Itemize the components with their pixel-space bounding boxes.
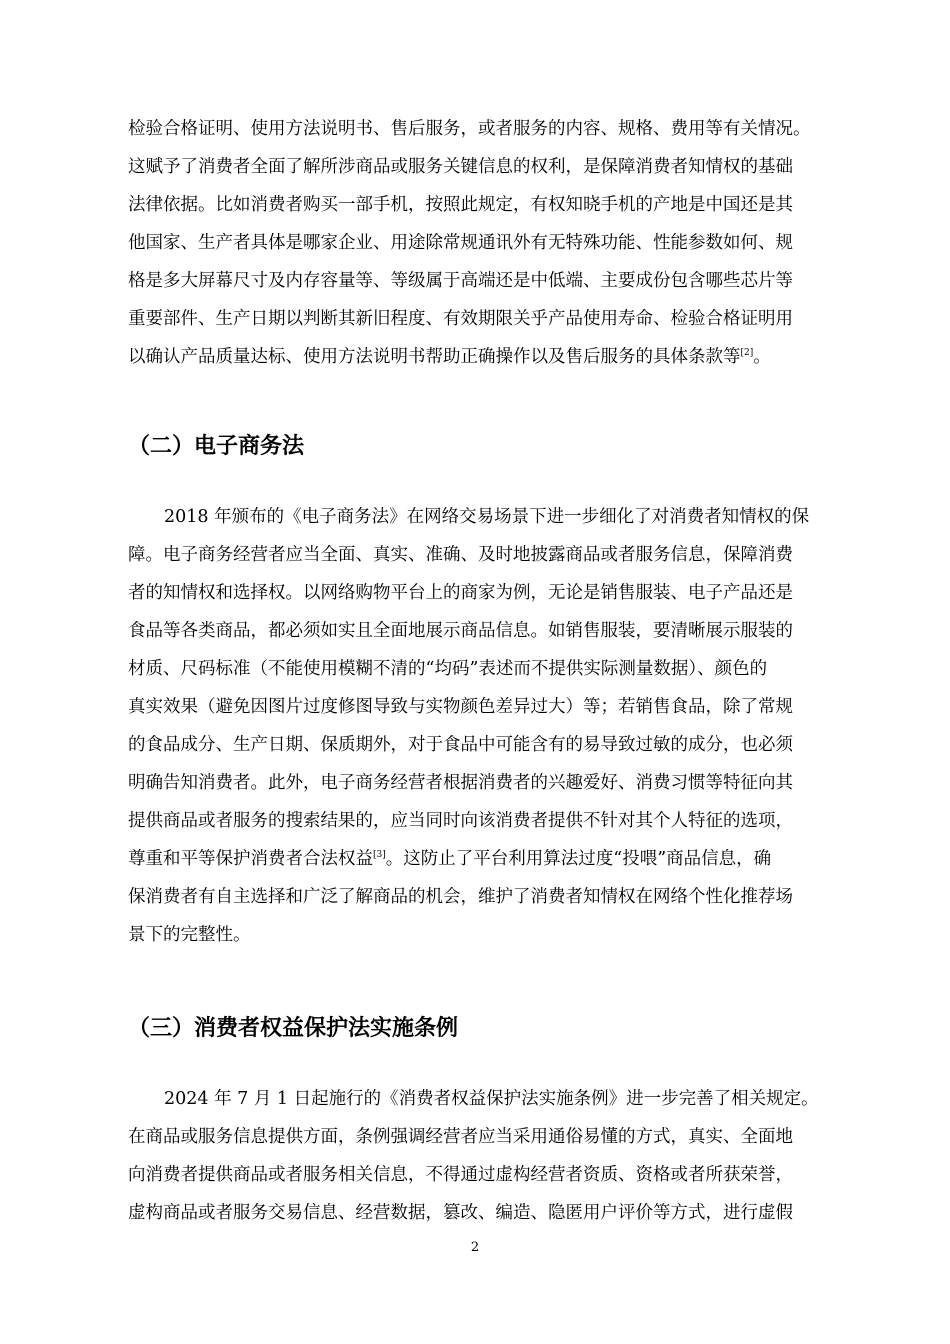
paragraph-line: 者的知情权和选择权。以网络购物平台上的商家为例，无论是销售服装、电子产品还是: [128, 583, 793, 603]
paragraph-line: 格是多大屏幕尺寸及内存容量等、等级属于高端还是中低端、主要成份包含哪些芯片等: [128, 271, 793, 291]
paragraph-line: 他国家、生产者具体是哪家企业、用途除常规通讯外有无特殊功能、性能参数如何、规: [128, 233, 793, 253]
page-number: 2: [470, 1240, 480, 1255]
paragraph-line: 保消费者有自主选择和广泛了解商品的机会，维护了消费者知情权在网络个性化推荐场: [128, 887, 793, 907]
paragraph-line: 重要部件、生产日期以判断其新旧程度、有效期限关乎产品使用寿命、检验合格证明用: [128, 309, 793, 329]
paragraph-line: 明确告知消费者。此外，电子商务经营者根据消费者的兴趣爱好、消费习惯等特征向其: [128, 773, 793, 793]
paragraph-line: [128, 848, 771, 870]
line-text: 尊重和平等保护消费者合法权益: [128, 849, 373, 869]
line-text: 。这防止了平台利用算法过度“投喂”商品信息，确: [385, 849, 772, 869]
section-heading: （二）电子商务法: [128, 434, 305, 459]
paragraph-line: 2024 年 7 月 1 日起施行的《消费者权益保护法实施条例》进一步完善了相关规定。: [164, 1089, 819, 1109]
paragraph-line: [128, 346, 771, 368]
paragraph-line: 障。电子商务经营者应当全面、真实、准确、及时地披露商品或者服务信息，保障消费: [128, 545, 793, 565]
line-text: 。: [753, 347, 771, 367]
paragraph-line: 向消费者提供商品或者服务相关信息，不得通过虚构经营者资质、资格或者所获荣誉，: [128, 1165, 793, 1185]
section-heading: （三）消费者权益保护法实施条例: [128, 1016, 459, 1041]
paragraph-line: 检验合格证明、使用方法说明书、售后服务，或者服务的内容、规格、费用等有关情况。: [128, 119, 811, 139]
paragraph-line: 法律依据。比如消费者购买一部手机，按照此规定，有权知晓手机的产地是中国还是其: [128, 195, 793, 215]
citation-ref: [2]: [740, 348, 754, 358]
paragraph-line: 虚构商品或者服务交易信息、经营数据，篡改、编造、隐匿用户评价等方式，进行虚假: [128, 1203, 793, 1223]
paragraph-line: 材质、尺码标准（不能使用模糊不清的“均码”表述而不提供实际测量数据）、颜色的: [128, 659, 768, 679]
paragraph-line: 真实效果（避免因图片过度修图导致与实物颜色差异过大）等；若销售食品，除了常规: [128, 697, 793, 717]
paragraph-line: 2018 年颁布的《电子商务法》在网络交易场景下进一步细化了对消费者知情权的保: [164, 507, 810, 527]
line-text: 以确认产品质量达标、使用方法说明书帮助正确操作以及售后服务的具体条款等: [128, 347, 741, 367]
paragraph-line: 食品等各类商品，都必须如实且全面地展示商品信息。如销售服装，要清晰展示服装的: [128, 621, 793, 641]
paragraph-line: 在商品或服务信息提供方面，条例强调经营者应当采用通俗易懂的方式，真实、全面地: [128, 1127, 793, 1147]
paragraph-line: 的食品成分、生产日期、保质期外，对于食品中可能含有的易导致过敏的成分，也必须: [128, 735, 793, 755]
paragraph-line: 景下的完整性。: [128, 925, 251, 945]
paragraph-line: 这赋予了消费者全面了解所涉商品或服务关键信息的权利，是保障消费者知情权的基础: [128, 157, 793, 177]
paragraph-line: 提供商品或者服务的搜索结果的，应当同时向该消费者提供不针对其个人特征的选项，: [128, 811, 793, 831]
citation-ref: [3]: [373, 850, 386, 860]
